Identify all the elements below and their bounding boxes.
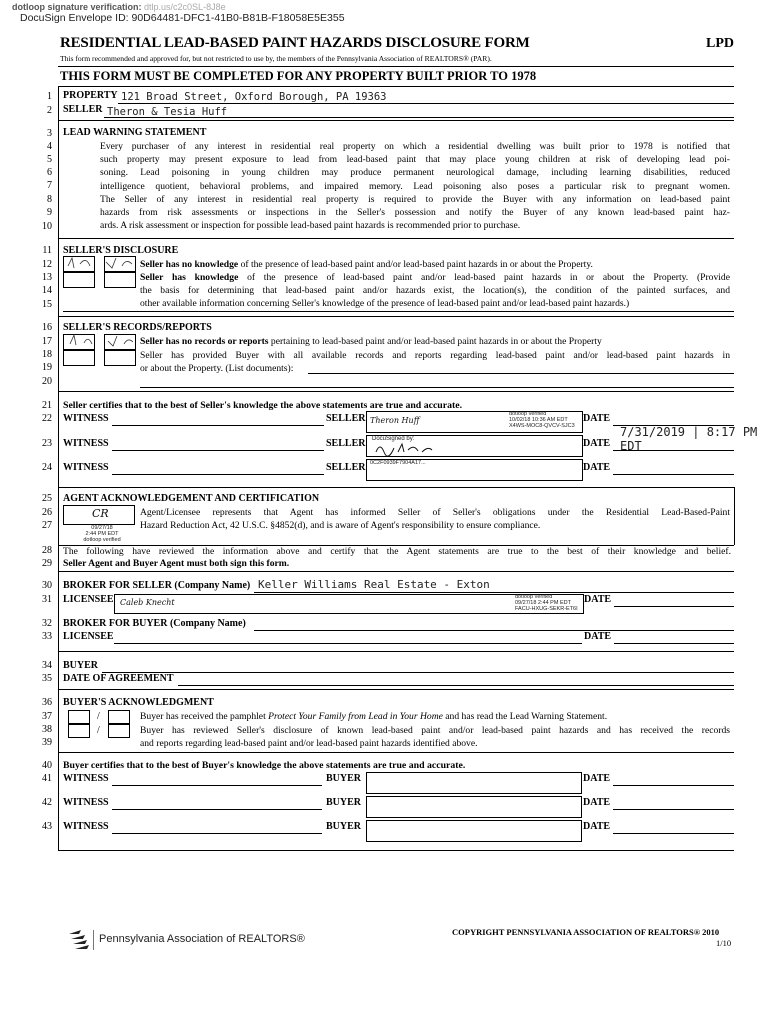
buyer-sign-label: BUYER (326, 797, 362, 808)
date-line (614, 606, 734, 607)
dotloop-verify-stamp (509, 411, 575, 429)
envelope-id: DocuSign Envelope ID: 90D64481-DFC1-41B0-B81B-F18058E5E355 (20, 12, 345, 24)
buyer-initial-field[interactable] (68, 710, 90, 724)
line-number: 4 (47, 141, 52, 152)
witness-label: WITNESS (63, 821, 109, 832)
verify-line: FACU-HXUG-SEKR-ET6I (515, 606, 578, 612)
date-label: DATE (583, 797, 611, 808)
broker-seller-label: BROKER FOR SELLER (Company Name) (63, 580, 251, 591)
agent-line: Hazard Reduction Act, 42 U.S.C. §4852(d), and is aware of Agent's responsibility to ensure compliance. (140, 520, 541, 532)
line-number: 24 (42, 462, 52, 473)
agent-heading: AGENT ACKNOWLEDGEMENT AND CERTIFICATION (63, 493, 320, 504)
dotloop-verification (12, 2, 226, 12)
docusign-id: 0C2F0939F7904A17... (370, 460, 426, 466)
divider-24 (58, 487, 734, 488)
warning-line: intelligence quotient, behavioral problems, and impaired memory. Lead poisoning also poses a particular risk to pregnant women. (100, 180, 730, 192)
witness-line (112, 450, 324, 451)
verification-link[interactable]: dtlp.us/c2c0SL-8J8e (144, 2, 226, 12)
verify-line: dotloop verified (515, 594, 553, 600)
buyer-initial-field[interactable] (68, 724, 90, 738)
buyer-ack-heading: BUYER'S ACKNOWLEDGMENT (63, 697, 214, 708)
line-number: 43 (42, 821, 52, 832)
seller-records-heading: SELLER'S RECORDS/REPORTS (63, 322, 212, 333)
provided-line: Seller has provided Buyer with all available records and reports regarding lead-based paint and/or lead-based paint hazards in (140, 350, 730, 361)
logo-divider (93, 930, 94, 950)
no-records-rest: pertaining to lead-based paint and/or lead-based paint hazards in or about the Property (268, 336, 602, 347)
licensee-signature: Caleb Knecht (120, 598, 175, 607)
lead-warning-heading: LEAD WARNING STATEMENT (63, 127, 207, 138)
property-label: PROPERTY (63, 90, 118, 101)
form-title: RESIDENTIAL LEAD-BASED PAINT HAZARDS DISCLOSURE FORM (60, 35, 530, 51)
buyer-sign-label: BUYER (326, 773, 362, 784)
must-complete-notice: THIS FORM MUST BE COMPLETED FOR ANY PROPERTY BUILT PRIOR TO 1978 (60, 69, 537, 83)
line-number: 10 (42, 221, 52, 232)
line-number: 8 (47, 194, 52, 205)
docusign-label: DocuSigned by: (372, 436, 415, 442)
provided-line: or about the Property. (List documents): (140, 363, 294, 375)
verify-line: dotloop verified (509, 411, 547, 417)
warning-line: ards. A risk assessment or inspection for possible lead-based paint hazards is recommended prior to purchase. (100, 220, 521, 232)
property-line (118, 103, 734, 104)
line-number: 32 (42, 618, 52, 629)
line-number: 6 (47, 167, 52, 178)
warning-line: Every purchaser of any interest in residential real property on which a residential dwelling was built prior to 1978 is notified that (100, 141, 730, 152)
seller-sign-label: SELLER (326, 413, 366, 424)
line-number: 27 (42, 520, 52, 531)
licensee-buyer-line (114, 643, 582, 644)
line-number: 35 (42, 673, 52, 684)
line-number: 18 (42, 349, 52, 360)
agent-verify-stamp (80, 525, 124, 543)
line-number: 2 (47, 105, 52, 116)
docusign-date-field[interactable]: 7/31/2019 | 8:17 PM EDT (620, 425, 758, 453)
buyer-signature-box[interactable] (366, 772, 582, 794)
witness-line (112, 474, 324, 475)
witness-label: WITNESS (63, 438, 109, 449)
seller-label: SELLER (63, 104, 103, 115)
line-number: 17 (42, 336, 52, 347)
buyer-initial-field[interactable] (108, 724, 130, 738)
verify-line: 09/27/18 (91, 525, 113, 531)
date-label: DATE (583, 462, 611, 473)
witness-line (112, 785, 322, 786)
line-number: 1 (47, 91, 52, 102)
witness-label: WITNESS (63, 462, 109, 473)
disclosure-line (63, 311, 734, 312)
agent-text (140, 506, 730, 532)
verification-label: dotloop signature verification: (12, 2, 142, 12)
initial-slash: / (97, 711, 100, 722)
date-label: DATE (583, 413, 611, 424)
line-number: 22 (42, 413, 52, 424)
licensee-signature-box[interactable] (114, 594, 584, 614)
date-line (613, 785, 734, 786)
initials-scribble (60, 254, 140, 286)
agent-box-right (734, 487, 735, 545)
date-label: DATE (583, 773, 611, 784)
divider-10 (58, 238, 734, 239)
property-field[interactable]: 121 Broad Street, Oxford Borough, PA 19363 (121, 91, 387, 103)
date-of-agreement-line (178, 685, 734, 686)
line-number: 13 (42, 272, 52, 283)
both-sign-text: Seller Agent and Buyer Agent must both sign this form. (63, 558, 290, 569)
warning-line: The Seller of any interest in residential real property is required to provide the Buyer with any information on lead-based paint (100, 193, 730, 205)
seller-disclosure-heading: SELLER'S DISCLOSURE (63, 245, 179, 256)
verify-line: 10/02/18 10:36 AM EDT (509, 417, 568, 423)
broker-seller-line (254, 592, 734, 593)
witness-label: WITNESS (63, 773, 109, 784)
divider-33 (58, 651, 734, 652)
seller-cert-statement: Seller certifies that to the best of Seller's knowledge the above statements are true and accurate. (63, 400, 463, 411)
bottom-border (58, 850, 734, 851)
knowledge-bold: Seller has knowledge (140, 272, 239, 283)
date-of-agreement-label: DATE OF AGREEMENT (63, 673, 174, 684)
no-records-bold: Seller has no records or reports (140, 336, 269, 347)
no-knowledge-bold: Seller has no knowledge (140, 259, 239, 270)
line-number: 31 (42, 594, 52, 605)
line-number: 19 (42, 362, 52, 373)
broker-buyer-line (254, 630, 734, 631)
pamphlet-post: and has read the Lead Warning Statement. (442, 711, 608, 722)
buyer-sign-label: BUYER (326, 821, 362, 832)
reviewed-line: The following have reviewed the information above and certify that the Agent statements are true to the best of their knowledge and belief. (63, 546, 731, 557)
date-label: DATE (583, 438, 611, 449)
buyer-signature-box[interactable] (366, 820, 582, 842)
line-number: 39 (42, 737, 52, 748)
seller-field[interactable]: Theron & Tesia Huff (107, 106, 228, 118)
pamphlet-title: Protect Your Family from Lead in Your Home (268, 711, 443, 722)
initials-scribble (60, 332, 140, 364)
provided-text (140, 349, 730, 375)
line-number: 12 (42, 259, 52, 270)
knowledge-rest: of the presence of lead-based paint and/or lead-based paint hazards in or about the Property. (Provide (238, 272, 730, 283)
line-number: 5 (47, 154, 52, 165)
line-number: 36 (42, 697, 52, 708)
form-code: LPD (706, 36, 734, 51)
no-knowledge-rest: of the presence of lead-based paint and/or lead-based paint hazards in or about the Property. (238, 259, 593, 270)
seller-sign-label: SELLER (326, 462, 366, 473)
verify-line: 2:44 PM EDT (85, 531, 119, 537)
verify-line: 09/27/18 2:44 PM EDT (515, 600, 571, 606)
knowledge-line: the basis for determining that lead-based paint and/or hazards exist, the location(s), the condition of the painted surfaces, and (140, 285, 730, 297)
buyer-label: BUYER (63, 660, 99, 671)
knowledge-text (140, 271, 730, 311)
buyer-reviewed-line: and reports regarding lead-based paint and/or lead-based paint hazards identified above. (140, 738, 478, 750)
line-number: 41 (42, 773, 52, 784)
reviewed-text (63, 545, 731, 558)
warning-line: such property may present exposure to lead from lead-based paint that may place young children at risk of developing lead poi- (100, 154, 730, 166)
line-number: 37 (42, 711, 52, 722)
line-number: 14 (42, 285, 52, 296)
line-number: 11 (42, 245, 52, 256)
form-subtitle: This form recommended and approved for, but not restricted to use by, the members of the Pennsylvania Association of REALTORS® (PAR). (60, 54, 492, 63)
line-number: 40 (42, 760, 52, 771)
broker-seller-field[interactable]: Keller Williams Real Estate - Exton (258, 578, 490, 591)
buyer-line (102, 672, 734, 673)
docusign-signature (372, 442, 442, 456)
top-border (58, 86, 734, 87)
title-rule (58, 66, 734, 67)
broker-buyer-label: BROKER FOR BUYER (Company Name) (63, 618, 246, 629)
date-line (613, 450, 734, 451)
line-number: 9 (47, 207, 52, 218)
knowledge-line (140, 271, 730, 284)
licensee-label: LICENSEE (63, 594, 114, 605)
records-list-line (308, 373, 734, 374)
line-number: 3 (47, 128, 52, 139)
initial-slash: / (97, 725, 100, 736)
divider-29 (58, 571, 734, 572)
divider-39 (58, 752, 734, 753)
date-line (614, 643, 734, 644)
line-number: 30 (42, 580, 52, 591)
copyright: COPYRIGHT PENNSYLVANIA ASSOCIATION OF REALTORS® 2010 (452, 927, 720, 937)
date-label: DATE (583, 821, 611, 832)
line-number: 29 (42, 558, 52, 569)
records-list-line (140, 387, 734, 388)
licensee-verify-stamp (515, 594, 578, 612)
knowledge-line: other available information concerning Seller's knowledge of the presence of lead-based paint and/or lead-based paint hazards.) (140, 298, 630, 310)
line-number: 16 (42, 322, 52, 333)
agent-line: Agent/Licensee represents that Agent has informed Seller of Seller's obligations under the Residential Lead-Based-Paint (140, 507, 730, 518)
warning-line: soning. Lead poisoning in young children may produce permanent neurological damage, including learning disabilities, reduced (100, 167, 730, 179)
buyer-reviewed-text (140, 724, 730, 750)
date-label: DATE (584, 594, 612, 605)
line-number: 38 (42, 724, 52, 735)
no-records-text (140, 336, 602, 347)
line-number: 21 (42, 400, 52, 411)
line-number: 28 (42, 545, 52, 556)
divider-15 (58, 316, 734, 317)
witness-line (112, 833, 322, 834)
date-line (613, 833, 734, 834)
witness-line (112, 425, 324, 426)
par-logo-text: Pennsylvania Association of REALTORS® (99, 933, 305, 945)
seller-sign-label: SELLER (326, 438, 366, 449)
line-number: 15 (42, 299, 52, 310)
agent-initials: CR (92, 507, 109, 520)
buyer-signature-box[interactable] (366, 796, 582, 818)
no-knowledge-text (140, 259, 593, 270)
line-number: 42 (42, 797, 52, 808)
witness-label: WITNESS (63, 797, 109, 808)
date-label: DATE (584, 631, 612, 642)
pamphlet-text (140, 711, 607, 722)
par-logo-icon (67, 928, 91, 952)
line-number: 33 (42, 631, 52, 642)
seller-signature: Theron Huff (370, 416, 420, 425)
pamphlet-pre: Buyer has received the pamphlet (140, 711, 269, 722)
buyer-cert-statement: Buyer certifies that to the best of Buyer's knowledge the above statements are true and accurate. (63, 760, 466, 771)
line-number: 7 (47, 180, 52, 191)
divider-2 (58, 120, 734, 121)
licensee-label: LICENSEE (63, 631, 114, 642)
warning-line: hazards from risk assessments or inspections in the Seller's possession and notify the Buyer of any known lead-based paint haz- (100, 207, 730, 219)
verify-line: dotloop verified (83, 537, 121, 543)
buyer-initial-field[interactable] (108, 710, 130, 724)
left-border (58, 86, 59, 851)
witness-line (112, 809, 322, 810)
line-number: 26 (42, 507, 52, 518)
buyer-reviewed-line: Buyer has reviewed Seller's disclosure of known lead-based paint and/or lead-based paint hazards and has received the records (140, 725, 730, 736)
verify-line: X4WS-MOC8-QVCV-SJC3 (509, 423, 575, 429)
page-number: 1/10 (716, 938, 732, 948)
date-line (613, 809, 734, 810)
line-number: 34 (42, 660, 52, 671)
lead-warning-text (100, 140, 730, 232)
divider-35 (58, 689, 734, 690)
divider-20 (58, 391, 734, 392)
line-number: 25 (42, 493, 52, 504)
line-number: 20 (42, 376, 52, 387)
date-line (613, 474, 734, 475)
line-number: 23 (42, 438, 52, 449)
witness-label: WITNESS (63, 413, 109, 424)
